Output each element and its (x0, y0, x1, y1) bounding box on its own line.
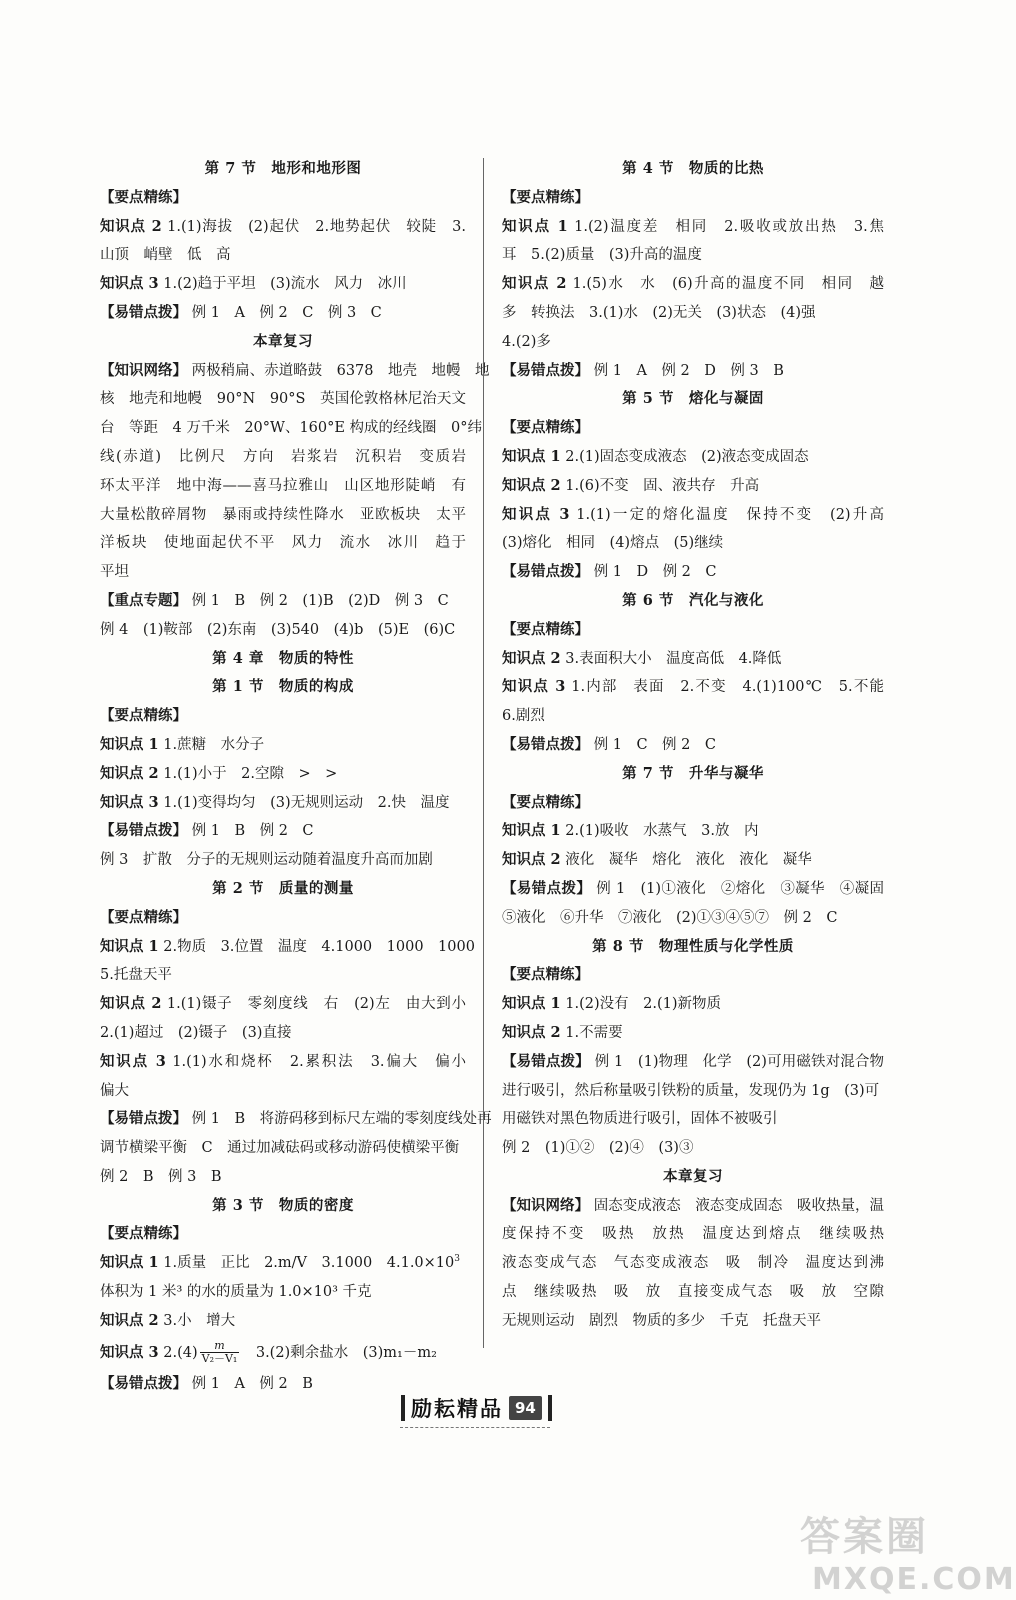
answer-text: 1.(1)海拔 (2)起伏 2.地势起伏 较陡 3. (167, 218, 466, 235)
answer-tag: 知识点 2 (100, 1311, 159, 1329)
footer-bar-left (401, 1395, 405, 1421)
answer-tag: 知识点 1 (502, 217, 568, 235)
section-heading: 第 5 节 熔化与凝固 (622, 390, 764, 408)
answer-tag: 【易错点拨】 (100, 822, 187, 840)
answer-line (502, 558, 884, 587)
answer-text: 调节横梁平衡 C 通过加减砝码或移动游码使横梁平衡 (100, 1140, 460, 1157)
answer-tag: 知识点 2 (502, 1023, 561, 1041)
answer-tag: 知识点 2 (502, 476, 561, 494)
left-column (100, 155, 492, 1398)
answer-line (502, 1220, 884, 1249)
answer-line (502, 270, 884, 299)
answer-line (100, 616, 466, 645)
answer-tag: 【知识网络】 (100, 361, 187, 379)
answer-text: 1.(1)一定的熔化温度 保持不变 (2)升高 (576, 506, 885, 523)
answer-line (502, 213, 884, 242)
answer-text: 用磁铁对黑色物质进行吸引，固体不被吸引 (502, 1111, 778, 1128)
answer-tag: 知识点 2 (100, 217, 162, 235)
answer-text: 1.内部 表面 2.不变 4.(1)100℃ 5.不能 (571, 679, 885, 696)
answer-line (100, 1077, 466, 1106)
answer-line (100, 213, 466, 242)
answer-tag: 【要点精练】 (502, 419, 589, 437)
column-divider (483, 158, 484, 1348)
answer-line (100, 904, 466, 933)
answer-text: 2.(1)吸收 水蒸气 3.放 内 (565, 823, 759, 840)
answer-tag: 知识点 1 (100, 937, 159, 955)
answer-line (502, 1192, 884, 1221)
answer-line (502, 472, 884, 501)
answer-line (502, 414, 884, 443)
answer-text: 固态变成液态 液态变成固态 吸收热量，温 (593, 1197, 885, 1214)
answer-text: 1.质量 正比 2.m/V 3.1000 4.1.0×10 (163, 1255, 455, 1272)
answer-text: ⑤液化 ⑥升华 ⑦液化 (2)①③④⑤⑦ 例 2 C (502, 909, 838, 926)
answer-line (100, 817, 466, 846)
answer-line (100, 587, 466, 616)
section-heading: 本章复习 (253, 332, 313, 350)
answer-line (502, 501, 884, 530)
answer-line (100, 385, 466, 414)
answer-line (502, 529, 884, 558)
answer-text: 1.(1)水和烧杯 2.累积法 3.偏大 偏小 (172, 1053, 467, 1070)
answer-text: 度保持不变 吸热 放热 温度达到熔点 继续吸热 (502, 1226, 884, 1243)
watermark-top: 答案圈 (800, 1514, 929, 1560)
answer-text: 1.(5)水 水 (6)升高的温度不同 相同 越 (572, 276, 885, 293)
answer-text: 环太平洋 地中海——喜马拉雅山 山区地形陡峭 有 (100, 477, 466, 494)
answer-tag: 【要点精练】 (502, 793, 589, 811)
answer-text: 液态变成气态 气态变成液态 吸 制冷 温度达到沸 (502, 1255, 884, 1272)
answer-text: 2.物质 3.位置 温度 4.1000 1000 1000 (163, 938, 475, 955)
answer-tag: 【要点精练】 (100, 1225, 187, 1243)
fraction (200, 1340, 240, 1365)
section-heading: 第 2 节 质量的测量 (212, 879, 354, 897)
answer-text: 1.(2)温度差 相同 2.吸收或放出热 3.焦 (574, 218, 885, 235)
answer-line (100, 702, 466, 731)
answer-tag: 知识点 1 (502, 995, 561, 1013)
answer-tag: 【易错点拨】 (100, 1110, 187, 1128)
answer-line (502, 1019, 884, 1048)
answer-text: 例 1 B 将游码移到标尺左端的零刻度线处再 (191, 1111, 492, 1128)
answer-text: 线(赤道) 比例尺 方向 岩浆岩 沉积岩 变质岩 (100, 448, 466, 465)
answer-text: 无规则运动 剧烈 物质的多少 千克 托盘天平 (502, 1312, 821, 1329)
answer-tag: 知识点 3 (100, 275, 159, 293)
answer-text: 2.(1)固态变成液态 (2)液态变成固态 (565, 448, 809, 465)
footer-brand: 励耘精品 (411, 1397, 503, 1421)
answer-text: 洋板块 使地面起伏不平 风力 流水 冰川 趋于 (100, 535, 466, 552)
answer-text: 耳 5.(2)质量 (3)升高的温度 (502, 247, 702, 264)
answer-line (502, 443, 884, 472)
answer-tag: 【知识网络】 (502, 1196, 590, 1214)
answer-line (100, 299, 466, 328)
watermark (800, 1505, 1016, 1597)
answer-text: 例 1 B 例 2 (1)B (2)D 例 3 C (191, 592, 449, 609)
answer-tag: 【要点精练】 (100, 908, 187, 926)
answer-tag: 知识点 1 (100, 1254, 159, 1272)
section-heading: 第 3 节 物质的密度 (212, 1196, 354, 1214)
answer-line (502, 241, 884, 270)
answer-line (100, 789, 466, 818)
answer-line (100, 357, 490, 386)
answer-tag: 【要点精练】 (502, 620, 589, 638)
answer-text: 两极稍扁、赤道略鼓 6378 地壳 地幔 地 (191, 362, 490, 379)
answer-line (100, 846, 466, 875)
answer-line (502, 328, 884, 357)
answer-text: 例 1 A 例 2 D 例 3 B (593, 362, 784, 379)
answer-text: 体积为 1 米³ 的水的质量为 1.0×10³ 千克 (100, 1284, 372, 1301)
answer-tag: 知识点 2 (100, 995, 162, 1013)
answer-tag: 知识点 2 (502, 649, 561, 667)
answer-tag: 知识点 2 (502, 275, 567, 293)
section-heading: 第 4 节 物质的比热 (622, 160, 764, 177)
answer-line (502, 673, 884, 702)
answer-text: 2.(4) (163, 1344, 198, 1361)
answer-line (502, 904, 884, 933)
answer-line (100, 529, 466, 558)
answer-text: 例 2 (1)①② (2)④ (3)③ (502, 1140, 694, 1157)
answer-line (502, 702, 884, 731)
answer-line (100, 990, 466, 1019)
answer-line (502, 846, 884, 875)
answer-line (502, 1249, 884, 1278)
answer-text: 液化 凝华 熔化 液化 液化 凝华 (565, 852, 812, 869)
answer-text: 2.(1)超过 (2)镊子 (3)直接 (100, 1024, 292, 1041)
answer-tag: 知识点 2 (100, 764, 159, 782)
answer-tag: 【易错点拨】 (100, 1374, 187, 1392)
answer-line (502, 731, 884, 760)
answer-text: 点 继续吸热 吸 放 直接变成气态 吸 放 空隙 (502, 1284, 884, 1301)
footer-dashed-line (400, 1427, 550, 1428)
answer-tag: 知识点 1 (502, 447, 561, 465)
answer-text: 5.托盘天平 (100, 967, 172, 984)
section-heading: 第 4 章 物质的特性 (212, 649, 354, 667)
answer-text: 例 3 扩散 分子的无规则运动随着温度升高而加剧 (100, 852, 433, 869)
answer-line (502, 817, 884, 846)
answer-text: 山顶 峭壁 低 高 (100, 247, 231, 264)
answer-line (502, 961, 884, 990)
section-heading: 第 6 节 汽化与液化 (622, 591, 764, 609)
answer-text: 1.(1)小于 2.空隙 > > (163, 765, 338, 782)
answer-line (100, 933, 475, 962)
answer-line (100, 1134, 466, 1163)
answer-text: 例 1 B 例 2 C (191, 823, 314, 840)
answer-line (100, 961, 466, 990)
answer-tag: 知识点 3 (502, 505, 570, 523)
answer-tag: 知识点 1 (502, 822, 561, 840)
answer-tag: 【易错点拨】 (502, 879, 592, 897)
answer-text: 1.(1)变得均匀 (3)无规则运动 2.快 温度 (163, 794, 450, 811)
answer-line (100, 558, 466, 587)
right-column (502, 155, 884, 1336)
answer-line (100, 472, 466, 501)
answer-text: 4.(2)多 (502, 333, 551, 350)
answer-line (100, 501, 466, 530)
answer-text: 多 转换法 3.(1)水 (2)无关 (3)状态 (4)强 (502, 304, 816, 321)
answer-line (502, 1134, 884, 1163)
answer-text: 例 1 (1)①液化 ②熔化 ③凝华 ④凝固 (596, 880, 885, 897)
answer-line (100, 1278, 466, 1307)
answer-line (100, 414, 483, 443)
answer-line (100, 1163, 466, 1192)
fraction-numerator: m (200, 1340, 240, 1353)
answer-tag: 【易错点拨】 (502, 563, 589, 581)
answer-text: 例 1 D 例 2 C (593, 564, 717, 581)
answer-text: 例 2 B 例 3 B (100, 1168, 222, 1185)
answer-tag: 【要点精练】 (100, 707, 187, 725)
answer-tag: 知识点 2 (502, 851, 561, 869)
footer-bar-right (548, 1395, 552, 1421)
answer-line (502, 1307, 884, 1336)
page-footer (395, 1390, 558, 1426)
section-heading: 第 1 节 物质的构成 (212, 678, 354, 696)
answer-line (100, 1249, 466, 1278)
answer-text: 3.表面积大小 温度高低 4.降低 (565, 650, 782, 667)
superscript: 3 (454, 1254, 460, 1265)
answer-text: 1.不需要 (565, 1024, 623, 1041)
answer-tag: 【易错点拨】 (502, 361, 589, 379)
answer-text: (3)熔化 相同 (4)熔点 (5)继续 (502, 535, 724, 552)
answer-text: 平坦 (100, 564, 129, 581)
answer-line (100, 1048, 466, 1077)
answer-line (502, 299, 884, 328)
section-heading: 第 7 节 地形和地形图 (204, 160, 362, 177)
answer-line (502, 1278, 884, 1307)
answer-text: 例 1 (1)物理 化学 (2)可用磁铁对混合物 (594, 1053, 885, 1070)
answer-text: 1.(6)不变 固、液共存 升高 (565, 477, 760, 494)
answer-tag: 【易错点拨】 (502, 735, 589, 753)
answer-text: 例 4 (1)鞍部 (2)东南 (3)540 (4)b (5)E (6)C (100, 621, 456, 638)
answer-line (100, 731, 466, 760)
answer-line (502, 990, 884, 1019)
answer-line (100, 1220, 466, 1249)
answer-line (502, 645, 884, 674)
section-heading: 本章复习 (663, 1167, 723, 1185)
answer-text: 1.蔗糖 水分子 (163, 736, 265, 753)
answer-line (100, 241, 466, 270)
answer-line (502, 616, 884, 645)
answer-text: 偏大 (100, 1082, 129, 1099)
section-heading: 第 7 节 升华与凝华 (622, 764, 764, 782)
answer-tag: 知识点 3 (100, 1343, 159, 1361)
answer-line (100, 1336, 466, 1370)
answer-text: 台 等距 4 万千米 20°W、160°E 构成的经线圈 0°纬 (100, 420, 483, 437)
answer-tag: 知识点 3 (100, 793, 159, 811)
answer-line (100, 270, 466, 299)
fraction-denominator: V₂－V₁ (201, 1352, 238, 1366)
answer-line (100, 1307, 466, 1336)
answer-text: 3.小 增大 (163, 1312, 236, 1329)
answer-line (100, 1019, 466, 1048)
answer-text: 6.剧烈 (502, 708, 545, 725)
answer-line (502, 1048, 884, 1077)
answer-tag: 知识点 3 (502, 678, 566, 696)
answer-line (502, 789, 884, 818)
answer-text: 3.(2)剩余盐水 (3)m₁－m₂ (241, 1344, 437, 1361)
answer-line (502, 1077, 884, 1106)
section-heading: 第 8 节 物理性质与化学性质 (592, 937, 794, 955)
answer-text: 例 1 C 例 2 C (593, 736, 716, 753)
answer-line (502, 357, 884, 386)
answer-text: 核 地壳和地幔 90°N 90°S 英国伦敦格林尼治天文 (100, 391, 466, 408)
answer-text: 1.(2)趋于平坦 (3)流水 风力 冰川 (163, 276, 407, 293)
answer-line (502, 875, 884, 904)
answer-text: 例 1 A 例 2 C 例 3 C (191, 304, 382, 321)
answer-line (502, 184, 884, 213)
answer-text: 1.(1)镊子 零刻度线 右 (2)左 由大到小 (166, 996, 467, 1013)
answer-tag: 【重点专题】 (100, 591, 187, 609)
answer-text: 大量松散碎屑物 暴雨或持续性降水 亚欧板块 太平 (100, 506, 466, 523)
answer-tag: 【要点精练】 (502, 188, 589, 206)
answer-tag: 【要点精练】 (100, 188, 187, 206)
answer-line (100, 443, 466, 472)
answer-tag: 【要点精练】 (502, 966, 589, 984)
answer-tag: 【易错点拨】 (100, 303, 187, 321)
answer-text: 进行吸引，然后称量吸引铁粉的质量，发现仍为 1g (3)可 (502, 1082, 880, 1099)
answer-text: 1.(2)没有 2.(1)新物质 (565, 996, 721, 1013)
answer-tag: 知识点 3 (100, 1052, 166, 1070)
answer-text: 例 1 A 例 2 B (191, 1375, 313, 1392)
answer-tag: 知识点 1 (100, 735, 159, 753)
page-number: 94 (509, 1396, 542, 1420)
watermark-bottom: MXQE.COM (812, 1562, 1016, 1597)
answer-line (502, 1105, 884, 1134)
answer-line (100, 184, 466, 213)
answer-tag: 【易错点拨】 (502, 1052, 590, 1070)
answer-line (100, 1105, 492, 1134)
answer-line (100, 760, 466, 789)
